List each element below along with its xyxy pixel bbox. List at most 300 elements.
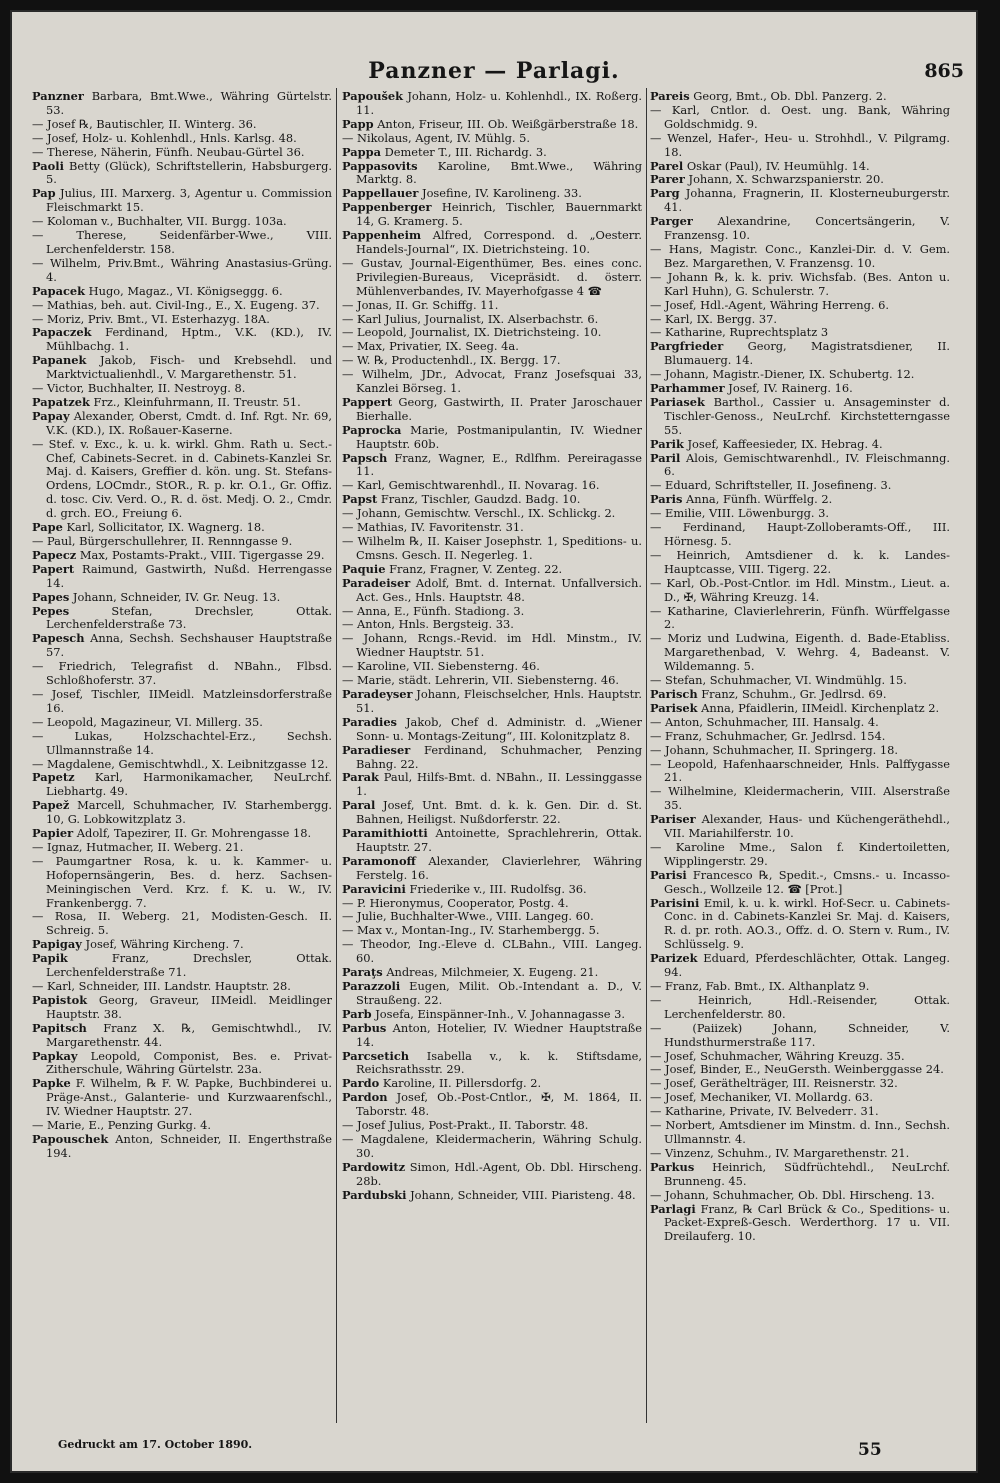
entry-details: — Rosa, II. Weberg. 21, Modisten-Gesch. II. Schreig. 5. (32, 909, 332, 938)
entry-surname: Parlagi (650, 1201, 696, 1216)
directory-entry (650, 1161, 950, 1189)
directory-entry (650, 1203, 950, 1245)
directory-entry (342, 966, 642, 980)
entry-details: Alexandrine, Concertsängerin, V. Franzensg. 10. (664, 214, 950, 243)
entry-details: — Marie, E., Penzing Gurkg. 4. (32, 1118, 212, 1133)
entry-details: — Karoline, VII. Siebensterng. 46. (342, 659, 540, 674)
entry-details: — Magdalene, Kleidermacherin, Währing Schulg. 30. (342, 1131, 642, 1160)
directory-entry (342, 299, 642, 313)
directory-entry (32, 980, 332, 994)
entry-details: Demeter T., III. Richardg. 3. (380, 144, 547, 159)
directory-entry (650, 104, 950, 132)
entry-details: — Josef, Geräthelträger, III. Reisnerstr. 32. (650, 1076, 898, 1091)
directory-entry (32, 257, 332, 285)
entry-surname: Papatzek (32, 394, 90, 409)
entry-surname: Parb (342, 1006, 372, 1021)
entry-details: Anton, Hotelier, IV. Wiedner Hauptstraße 14. (356, 1020, 642, 1049)
directory-entry (32, 535, 332, 549)
directory-column-2 (342, 90, 642, 1420)
entry-surname: Papert (32, 561, 75, 576)
directory-entry (32, 187, 332, 215)
directory-entry (342, 716, 642, 744)
entry-details: Julius, III. Marxerg. 3, Agentur u. Commission Fleischmarkt 15. (46, 186, 332, 215)
entry-details: — Nikolaus, Agent, IV. Mühlg. 5. (342, 130, 531, 145)
directory-entry (32, 605, 332, 633)
directory-page (10, 10, 978, 1473)
directory-entry (650, 1119, 950, 1147)
entry-details: — Heinrich, Hdl.-Reisender, Ottak. Lerchenfelderstr. 80. (650, 992, 950, 1021)
directory-entry (32, 771, 332, 799)
directory-entry (342, 660, 642, 674)
directory-entry (32, 660, 332, 688)
entry-details: — Ignaz, Hutmacher, II. Weberg. 21. (32, 839, 244, 854)
directory-entry (32, 827, 332, 841)
entry-surname: Papež (32, 798, 70, 813)
entry-details: — Leopold, Magazineur, VI. Millerg. 35. (32, 714, 263, 729)
entry-details: — Anna, E., Fünfh. Stadiong. 3. (342, 603, 525, 618)
directory-entry (342, 1161, 642, 1189)
entry-details: Jakob, Fisch- und Krebsehdl. und Marktvictualienhdl., V. Margarethenstr. 51. (46, 353, 332, 382)
directory-entry (342, 507, 642, 521)
directory-entry (650, 215, 950, 243)
entry-surname: Papes (32, 589, 70, 604)
directory-entry (32, 382, 332, 396)
directory-entry (32, 354, 332, 382)
entry-details: Marie, Postmanipulantin, IV. Wiedner Hauptstr. 60b. (356, 422, 642, 451)
entry-details: — Therese, Seidenfärber-Wwe., VIII. Lerchenfelderstr. 158. (32, 228, 332, 256)
directory-entry (32, 758, 332, 772)
directory-entry (650, 1189, 950, 1203)
directory-entry (650, 313, 950, 327)
entry-details: — Paul, Bürgerschullehrer, II. Rennngasse 9. (32, 534, 293, 548)
directory-entry (342, 632, 642, 660)
entry-details: — Karl Julius, Journalist, IX. Alserbachstr. 6. (342, 311, 599, 326)
entry-details: — Eduard, Schriftsteller, II. Josefineng. 3. (650, 478, 892, 493)
entry-details: Franz, Wagner, E., Rdlfhm. Pereiragasse 11. (356, 450, 642, 479)
directory-entry (650, 1063, 950, 1077)
entry-details: Jakob, Chef d. Administr. d. „Wiener Sonn- u. Montags-Zeitung“, III. Kolonitzplatz 8. (356, 714, 642, 743)
entry-details: Francesco ℞, Spedit.-, Cmsns.- u. Incasso-Gesch., Wollzeile 12. ☎ [Prot.] (664, 867, 950, 896)
entry-details: — Max, Privatier, IX. Seeg. 4a. (342, 339, 519, 354)
entry-details: — Johann, Magistr.-Diener, IX. Schubertg. 12. (650, 367, 915, 382)
entry-details: Georg, Graveur, IIMeidl. Meidlinger Hauptstr. 38. (46, 992, 332, 1021)
entry-details: — Wilhelm, JDr., Advocat, Franz Josefsquai 33, Kanzlei Börseg. 1. (342, 367, 642, 396)
directory-column-3 (650, 90, 950, 1420)
entry-details: Josef, Kaffeesieder, IX. Hebrag. 4. (683, 436, 883, 451)
directory-entry (342, 938, 642, 966)
directory-entry (32, 688, 332, 716)
directory-entry (650, 1022, 950, 1050)
entry-details: — Josef, Schuhmacher, Währing Kreuzg. 35. (650, 1048, 905, 1063)
entry-surname: Pariser (650, 812, 696, 827)
entry-details: — Vinzenz, Schuhm., IV. Margarethenstr. 21. (650, 1145, 910, 1160)
directory-entry (32, 716, 332, 730)
entry-details: — Johann, Schuhmacher, II. Springerg. 18. (650, 742, 899, 757)
directory-entry (342, 980, 642, 1008)
directory-entry (342, 563, 642, 577)
directory-entry (32, 326, 332, 354)
entry-surname: Papier (32, 826, 74, 841)
entry-details: — Anton, Schuhmacher, III. Hansalg. 4. (650, 714, 879, 729)
directory-entry (650, 980, 950, 994)
entry-surname: Parak (342, 770, 379, 785)
directory-entry (342, 229, 642, 257)
entry-details: — Koloman v., Buchhalter, VII. Burgg. 103a. (32, 214, 287, 229)
directory-entry (32, 841, 332, 855)
entry-details: — Katharine, Ruprechtsplatz 3 (650, 325, 829, 340)
directory-entry (650, 702, 950, 716)
entry-details: — Stefan, Schuhmacher, VI. Windmühlg. 15. (650, 673, 907, 688)
entry-details: Emil, k. u. k. wirkl. Hof-Secr. u. Cabinets-Conc. in d. Cabinets-Kanzlei Sr. Maj. d. Kaisers, R. d. pr. roth. AO.3., Offz. d. O. Stern v. Rum., IV. Schlüsselg. 9. (664, 895, 950, 952)
directory-entry (650, 396, 950, 438)
entry-surname: Pepes (32, 603, 70, 618)
directory-entry (342, 744, 642, 772)
directory-entry (650, 813, 950, 841)
directory-entry (342, 1091, 642, 1119)
directory-entry (342, 1189, 642, 1203)
directory-entry (32, 855, 332, 911)
entry-details: Karl, Sollicitator, IX. Wagnerg. 18. (62, 520, 265, 535)
directory-entry (342, 521, 642, 535)
entry-surname: Papistok (32, 992, 88, 1007)
entry-details: — Josef, Binder, E., NeuGersth. Weinberggasse 24. (650, 1062, 944, 1077)
directory-entry (650, 758, 950, 786)
page-number: 865 (924, 60, 964, 82)
entry-details: — Karl, Ob.-Post-Cntlor. im Hdl. Minstm., Lieut. a. D., ✠, Währing Kreuzg. 14. (650, 575, 950, 604)
directory-entry (32, 591, 332, 605)
entry-surname: Parcsetich (342, 1048, 410, 1063)
directory-entry (342, 1022, 642, 1050)
directory-entry (32, 229, 332, 257)
directory-entry (342, 674, 642, 688)
print-date-note: Gedruckt am 17. October 1890. (58, 1438, 253, 1451)
entry-details: Anna, Sechsh. Sechshauser Hauptstraße 57. (46, 631, 332, 660)
entry-details: — Stef. v. Exc., k. u. k. wirkl. Ghm. Rath u. Sect.-Chef, Cabinets-Secret. in d. Cabinets-Kanzlei Sr. Maj. d. Kaisers, Greffier d. kön. ung. St. Stefans-Ordens, LOCmdr., StOR., R. p. kr. O.1., Gr. Offiz. d. tosc. Civ. Verd. O., R. d. öst. Medj. O. 2., Cmdr. d. grch. EO., Freiung 6. (32, 436, 332, 521)
entry-details: — Wenzel, Hafer-, Heu- u. Strohhdl., V. Pilgramg. 18. (650, 130, 950, 159)
entry-surname: Paradeiser (342, 575, 411, 590)
entry-details: Max, Postamts-Prakt., VIII. Tigergasse 29. (76, 547, 325, 562)
entry-details: Josefine, IV. Karolineng. 33. (418, 186, 582, 201)
directory-entry (32, 632, 332, 660)
entry-surname: Papp (342, 116, 374, 131)
entry-details: Anna, Pfaidlerin, IIMeidl. Kirchenplatz 2. (697, 700, 940, 715)
entry-details: Stefan, Drechsler, Ottak. Lerchenfelderstraße 73. (46, 603, 332, 632)
directory-entry (342, 605, 642, 619)
entry-details: — Josef ℞, Bautischler, II. Winterg. 36. (32, 116, 257, 131)
entry-details: Simon, Hdl.-Agent, Ob. Dbl. Hirscheng. 28b. (356, 1159, 642, 1188)
entry-surname: Papetz (32, 770, 75, 785)
directory-entry (650, 632, 950, 674)
entry-surname: Papouschek (32, 1131, 109, 1146)
entry-surname: Parg (650, 186, 680, 201)
entry-details: Georg, Gastwirth, II. Prater Jaroschauer Bierhalle. (356, 394, 642, 423)
directory-entry (32, 313, 332, 327)
entry-surname: Parisch (650, 686, 698, 701)
directory-entry (650, 160, 950, 174)
entry-surname: Papaczek (32, 325, 92, 340)
directory-entry (342, 577, 642, 605)
entry-details: Josef, Ob.-Post-Cntlor., ✠, M. 1864, II. Taborstr. 48. (356, 1090, 642, 1119)
directory-entry (650, 674, 950, 688)
entry-details: — Karl, Gemischtwarenhdl., II. Novarag. 16. (342, 478, 600, 493)
directory-entry (342, 118, 642, 132)
entry-surname: Paril (650, 450, 681, 465)
entry-details: Andreas, Milchmeier, X. Eugeng. 21. (382, 965, 599, 980)
directory-entry (650, 1091, 950, 1105)
entry-details: Josef, Währing Kircheng. 7. (81, 937, 244, 952)
entry-surname: Papay (32, 408, 70, 423)
directory-entry (650, 271, 950, 299)
entry-surname: Parger (650, 214, 693, 229)
entry-surname: Parkus (650, 1159, 695, 1174)
entry-surname: Papigay (32, 937, 82, 952)
entry-details: Alois, Gemischtwarenhdl., IV. Fleischmanng. 6. (664, 450, 950, 479)
entry-details: Alexander, Haus- und Küchengeräthehdl., VII. Mariahilferstr. 10. (664, 812, 950, 841)
entry-surname: Paoli (32, 158, 64, 173)
entry-details: — Moriz, Priv. Bmt., VI. Esterhazyg. 18A. (32, 311, 270, 326)
entry-surname: Pardubski (342, 1187, 407, 1202)
entry-details: Eduard, Pferdeschlächter, Ottak. Langeg. 94. (664, 951, 950, 980)
entry-details: — Ferdinand, Haupt-Zolloberamts-Off., III. Hörnesg. 5. (650, 520, 950, 548)
entry-details: — Emilie, VIII. Löwenburgg. 3. (650, 506, 830, 521)
directory-entry (342, 160, 642, 188)
entry-details: — Leopold, Hafenhaarschneider, Hnls. Palffygasse 21. (650, 756, 950, 785)
entry-details: Josef, IV. Rainerg. 16. (724, 381, 853, 396)
entry-details: Franz, Drechsler, Ottak. Lerchenfelderstraße 71. (46, 951, 332, 980)
directory-entry (32, 410, 332, 438)
entry-details: — Karl, IX. Bergg. 37. (650, 311, 777, 326)
entry-details: Barbara, Bmt.Wwe., Währing Gürtelstr. 53. (46, 90, 332, 117)
entry-surname: Pappenheim (342, 228, 422, 243)
directory-entry (650, 1147, 950, 1161)
entry-details: — Max v., Montan-Ing., IV. Starhembergg. 5. (342, 923, 600, 938)
entry-details: Isabella v., k. k. Stiftsdame, Reichsrathsstr. 29. (356, 1048, 642, 1077)
entry-details: Friederike v., III. Rudolfsg. 36. (405, 881, 587, 896)
entry-details: Karl, Harmonikamacher, NeuLrchf. Liebhartg. 49. (46, 770, 332, 799)
entry-details: — Mathias, beh. aut. Civil-Ing., E., X. Eugeng. 37. (32, 297, 320, 312)
directory-entry (342, 618, 642, 632)
entry-details: Adolf, Bmt. d. Internat. Unfallversich. Act. Ges., Hnls. Hauptstr. 48. (356, 575, 642, 604)
directory-entry (342, 257, 642, 299)
entry-surname: Pappa (342, 144, 381, 159)
entry-details: Leopold, Componist, Bes. e. Privat-Zitherschule, Währing Gürtelstr. 23a. (46, 1048, 332, 1077)
directory-entry (32, 215, 332, 229)
entry-details: — Leopold, Journalist, IX. Dietrichsteing. 10. (342, 325, 602, 340)
entry-surname: Papik (32, 951, 68, 966)
directory-entry (650, 507, 950, 521)
entry-surname: Pappellauer (342, 186, 419, 201)
entry-details: Johann, Holz- u. Kohlenhdl., IX. Roßerg. 11. (356, 90, 642, 117)
entry-surname: Paravicini (342, 881, 406, 896)
entry-surname: Parik (650, 436, 684, 451)
entry-details: Alfred, Correspond. d. „Oesterr. Handels-Journal“, IX. Dietrichsteing. 10. (356, 228, 642, 256)
directory-entry (342, 1133, 642, 1161)
directory-entry (650, 1105, 950, 1119)
entry-details: — Moriz und Ludwina, Eigenth. d. Bade-Etabliss. Margarethenbad, V. Wehrg. 4, Badeanst. V. Wildemanng. 5. (650, 631, 950, 674)
entry-details: Frz., Kleinfuhrmann, II. Treustr. 51. (89, 394, 301, 409)
entry-details: — Gustav, Journal-Eigenthümer, Bes. eines conc. Privilegien-Bureaus, Vicepräsidt. d. österr. Mühlenverbandes, IV. Mayerhofgasse 4 ☎ (342, 255, 642, 298)
directory-entry (342, 799, 642, 827)
entry-details: Ferdinand, Schuhmacher, Penzing Bahng. 22. (356, 742, 642, 771)
entry-details: — Lukas, Holzschachtel-Erz., Sechsh. Ullmannstraße 14. (32, 728, 332, 757)
entry-details: Hugo, Magaz., VI. Königseggg. 6. (85, 283, 283, 298)
directory-entry (32, 799, 332, 827)
directory-entry (342, 688, 642, 716)
entry-details: Georg, Bmt., Ob. Dbl. Panzerg. 2. (689, 90, 887, 103)
directory-entry (342, 827, 642, 855)
entry-surname: Parisini (650, 895, 700, 910)
entry-details: — Heinrich, Amtsdiener d. k. k. Landes-Hauptcasse, VIII. Tigerg. 22. (650, 547, 950, 576)
entry-details: — Mathias, IV. Favoritenstr. 31. (342, 520, 524, 535)
entry-details: Karoline, Bmt.Wwe., Währing Marktg. 8. (356, 158, 642, 187)
directory-entry (32, 1022, 332, 1050)
entry-surname: Papsch (342, 450, 388, 465)
directory-entry (650, 493, 950, 507)
directory-entry (32, 1077, 332, 1119)
entry-surname: Paquie (342, 561, 386, 576)
directory-entry (342, 132, 642, 146)
entry-details: — Karl, Schneider, III. Landstr. Hauptstr. 28. (32, 979, 291, 993)
directory-entry (650, 90, 950, 104)
directory-entry (342, 313, 642, 327)
entry-details: Paul, Hilfs-Bmt. d. NBahn., II. Lessinggasse 1. (356, 770, 642, 799)
entry-surname: Parizek (650, 951, 698, 966)
directory-entry (650, 785, 950, 813)
entry-details: — Josef, Mechaniker, VI. Mollardg. 63. (650, 1090, 873, 1105)
column-divider (336, 88, 337, 1423)
entry-surname: Papitsch (32, 1020, 87, 1035)
entry-surname: Pareis (650, 90, 690, 103)
entry-details: — Anton, Hnls. Bergsteig. 33. (342, 617, 514, 632)
directory-entry (32, 1119, 332, 1133)
directory-entry (650, 952, 950, 980)
entry-surname: Papke (32, 1076, 71, 1091)
entry-surname: Paris (650, 492, 683, 507)
directory-entry (650, 841, 950, 869)
directory-entry (342, 883, 642, 897)
directory-entry (32, 994, 332, 1022)
entry-surname: Papanek (32, 353, 87, 368)
entry-details: — (Paiizek) Johann, Schneider, V. Hundsthurmerstraße 117. (650, 1020, 950, 1049)
entry-details: Betty (Glück), Schriftstellerin, Habsburgerg. 5. (46, 158, 332, 187)
entry-details: Franz, Tischler, Gaudzd. Badg. 10. (377, 492, 581, 507)
entry-details: — Karoline Mme., Salon f. Kindertoiletten, Wipplingerstr. 29. (650, 839, 950, 868)
directory-entry (650, 730, 950, 744)
directory-entry (342, 424, 642, 452)
entry-details: — Johann, Schuhmacher, Ob. Dbl. Hirscheng. 13. (650, 1187, 935, 1202)
entry-details: — Norbert, Amtsdiener im Minstm. d. Inn., Sechsh. Ullmannstr. 4. (650, 1118, 950, 1146)
entry-details: Barthol., Cassier u. Ansageminster d. Tischler-Genoss., NeuLrchf. Kirchstetterngasse 55. (664, 394, 950, 437)
entry-details: — Franz, Schuhmacher, Gr. Jedlrsd. 154. (650, 728, 886, 743)
entry-details: — Jonas, II. Gr. Schiffg. 11. (342, 297, 499, 312)
directory-entry (32, 160, 332, 188)
entry-surname: Parazzoli (342, 979, 401, 993)
entry-details: — W. ℞, Productenhdl., IX. Bergg. 17. (342, 353, 561, 368)
entry-surname: Paprocka (342, 422, 402, 437)
directory-entry (342, 493, 642, 507)
entry-details: — Johann, Rcngs.-Revid. im Hdl. Minstm., IV. Wiedner Hauptstr. 51. (342, 631, 642, 660)
entry-details: Raimund, Gastwirth, Nußd. Herrengasse 14. (46, 561, 332, 590)
entry-surname: Parisek (650, 700, 698, 715)
entry-details: — Julie, Buchhalter-Wwe., VIII. Langeg. 60. (342, 909, 594, 924)
entry-surname: Pappenberger (342, 200, 432, 215)
entry-surname: Paradeyser (342, 686, 413, 701)
directory-entry (650, 869, 950, 897)
column-divider (646, 88, 647, 1423)
entry-surname: Pape (32, 520, 63, 535)
entry-surname: Pardo (342, 1076, 380, 1091)
entry-surname: Pardon (342, 1090, 388, 1105)
directory-entry (32, 952, 332, 980)
entry-details: Antoinette, Sprachlehrerin, Ottak. Hauptstr. 27. (356, 826, 642, 854)
directory-entry (650, 1077, 950, 1091)
directory-entry (650, 1050, 950, 1064)
entry-details: — Josef, Holz- u. Kohlenhdl., Hnls. Karlsg. 48. (32, 130, 297, 145)
entry-details: — Katharine, Clavierlehrerin, Fünfh. Würffelgasse 2. (650, 603, 950, 632)
entry-details: — Victor, Buchhalter, II. Nestroyg. 8. (32, 381, 246, 396)
entry-details: Oskar (Paul), IV. Heumühlg. 14. (683, 158, 870, 173)
entry-surname: Papoušek (342, 90, 404, 103)
entry-details: — P. Hieronymus, Cooperator, Postg. 4. (342, 895, 569, 910)
entry-surname: Paramonoff (342, 853, 416, 868)
entry-surname: Parel (650, 158, 684, 173)
directory-entry (342, 452, 642, 480)
entry-details: Heinrich, Südfrüchtehdl., NeuLrchf. Brunneng. 45. (664, 1159, 950, 1188)
entry-surname: Paradies (342, 714, 397, 729)
entry-details: — Johann ℞, k. k. priv. Wichsfab. (Bes. Anton u. Karl Huhn), G. Schulerstr. 7. (650, 269, 950, 298)
entry-details: F. Wilhelm, ℞ F. W. Papke, Buchbinderei u. Präge-Anst., Galanterie- und Kurzwaarenfschl., IV. Wiedner Hauptstr. 27. (46, 1076, 332, 1119)
entry-details: Johann, X. Schwarzspanierstr. 20. (684, 172, 884, 187)
entry-details: Johann, Schneider, VIII. Piaristeng. 48. (406, 1187, 636, 1202)
entry-surname: Papst (342, 492, 378, 507)
entry-details: Johann, Fleischselcher, Hnls. Hauptstr. 51. (356, 686, 642, 715)
entry-details: — Wilhelmine, Kleidermacherin, VIII. Alserstraße 35. (650, 784, 950, 813)
directory-entry (32, 118, 332, 132)
directory-entry (32, 521, 332, 535)
entry-surname: Pariasek (650, 394, 705, 409)
entry-details: — Wilhelm ℞, II. Kaiser Josephstr. 1, Speditions- u. Cmsns. Gesch. II. Negerleg. 1. (342, 534, 642, 562)
entry-details: — Magdalene, Gemischtwhdl., X. Leibnitzgasse 12. (32, 756, 329, 771)
entry-details: Johann, Schneider, IV. Gr. Neug. 13. (69, 589, 281, 604)
directory-entry (32, 938, 332, 952)
directory-column-1 (32, 90, 332, 1420)
entry-details: — Karl, Cntlor. d. Oest. ung. Bank, Währing Goldschmidg. 9. (650, 102, 950, 131)
directory-entry (32, 910, 332, 938)
directory-entry (650, 299, 950, 313)
entry-details: Alexander, Clavierlehrer, Währing Ferstelg. 16. (356, 853, 642, 882)
entry-details: Georg, Magistratsdiener, II. Blumauerg. 14. (664, 339, 950, 368)
entry-details: — Therese, Näherin, Fünfh. Neubau-Gürtel 36. (32, 144, 305, 159)
directory-entry (650, 716, 950, 730)
entry-surname: Papkay (32, 1048, 78, 1063)
directory-entry (650, 688, 950, 702)
directory-entry (650, 187, 950, 215)
directory-entry (342, 897, 642, 911)
entry-surname: Pargfrieder (650, 339, 724, 354)
entry-surname: Papacek (32, 283, 86, 298)
entry-details: Anton, Schneider, II. Engerthstraße 194. (46, 1131, 332, 1160)
entry-details: — Josef, Hdl.-Agent, Währing Herreng. 6. (650, 297, 890, 312)
directory-entry (342, 771, 642, 799)
directory-entry (32, 146, 332, 160)
directory-entry (650, 326, 950, 340)
directory-entry (342, 1119, 642, 1133)
entry-details: — Franz, Fab. Bmt., IX. Althanplatz 9. (650, 979, 870, 993)
directory-entry (650, 605, 950, 633)
directory-entry (342, 910, 642, 924)
entry-details: — Theodor, Ing.-Eleve d. CLBahn., VIII. Langeg. 60. (342, 937, 642, 966)
directory-entry (32, 299, 332, 313)
